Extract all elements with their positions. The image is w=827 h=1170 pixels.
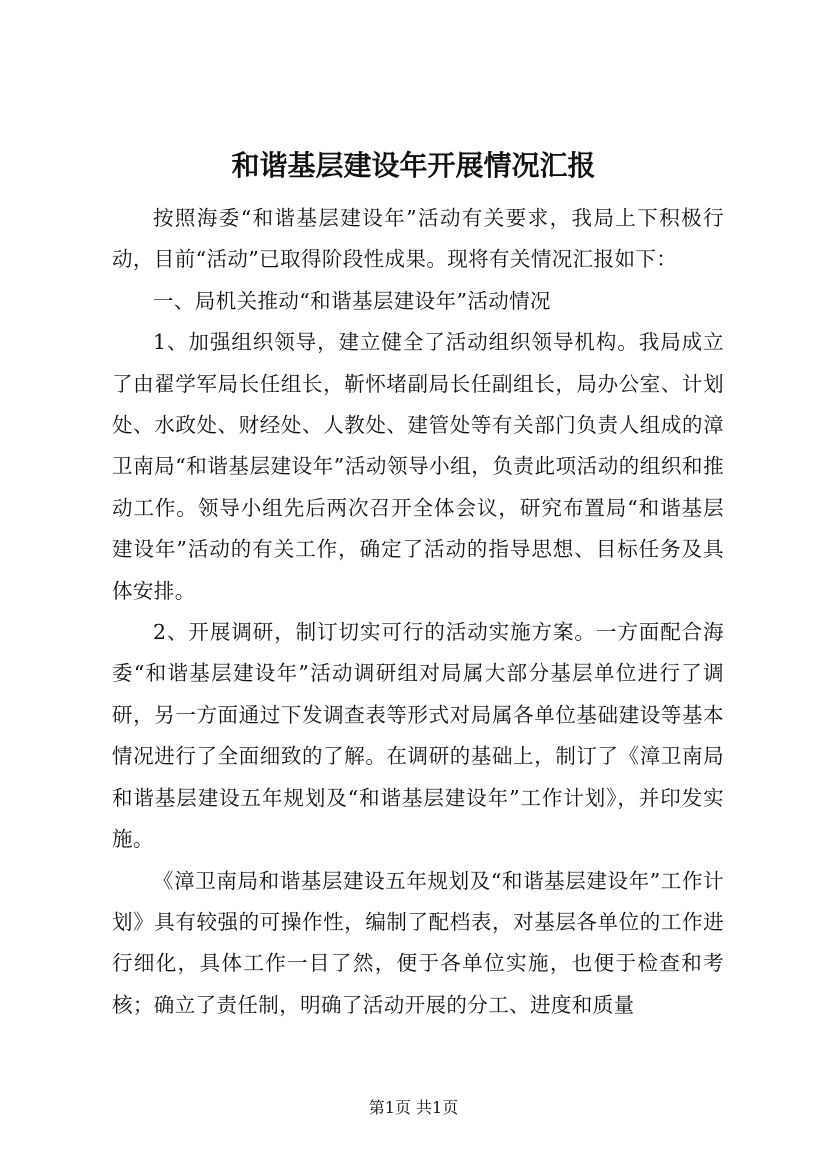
page-footer — [0, 1098, 827, 1118]
paragraph-organization: 1、加强组织领导，建立健全了活动组织领导机构。我局成立了由翟学军局长任组长，靳怀堵副局长任副组长，局办公室、计划处、水政处、财经处、人教处、建管处等有关部门负责人组成的漳卫南局“和谐基层建设年”活动领导小组，负责此项活动的组织和推动工作。领导小组先后两次召开全体会议，研究布置局“和谐基层建设年”活动的有关工作，确定了活动的指导思想、目标任务及具体安排。 — [112, 330, 724, 603]
paragraph-intro: 按照海委“和谐基层建设年”活动有关要求，我局上下积极行动，目前“活动”已取得阶段性成果。现将有关情况汇报如下： — [112, 206, 724, 272]
paragraph-plan: 《漳卫南局和谐基层建设五年规划及“和谐基层建设年”工作计划》具有较强的可操作性，编制了配档表，对基层各单位的工作进行细化，具体工作一目了然，便于各单位实施，也便于检查和考核；确立了责任制，明确了活动开展的分工、进度和质量 — [112, 868, 724, 1017]
section-heading-1: 一、局机关推动“和谐基层建设年”活动情况 — [153, 288, 551, 313]
paragraph-research: 2、开展调研，制订切实可行的活动实施方案。一方面配合海委“和谐基层建设年”活动调研组对局属大部分基层单位进行了调研，另一方面通过下发调查表等形式对局属各单位基础建设等基本情况进行了全面细致的了解。在调研的基础上，制订了《漳卫南局和谐基层建设五年规划及“和谐基层建设年”工作计划》，并印发实施。 — [112, 620, 724, 852]
page-number: 第1页 共1页 — [368, 1098, 459, 1117]
document-body — [112, 198, 724, 1026]
document-title: 和谐基层建设年开展情况汇报 — [231, 149, 596, 182]
